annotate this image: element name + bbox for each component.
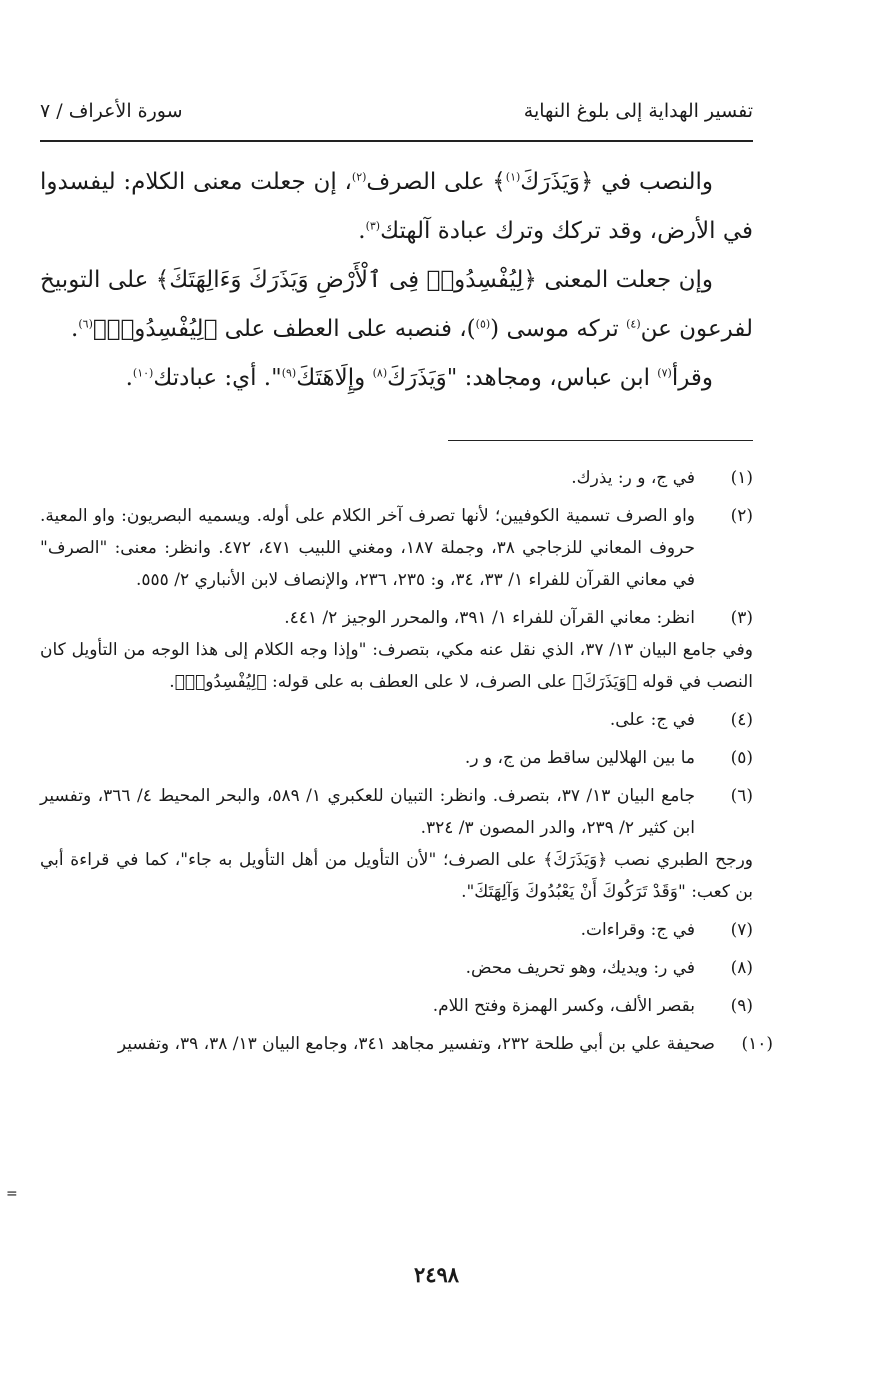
footnote-text: في ر: ويديك، وهو تحريف محض. — [465, 958, 695, 978]
footnote-ref: (٩) — [281, 366, 297, 380]
footnote-number: (١) — [730, 468, 753, 488]
footnote-number: (٨) — [730, 958, 753, 978]
footnote-3 — [40, 602, 753, 698]
footnote-6 — [40, 780, 753, 908]
footnote-continuation: وفي جامع البيان ١٣/ ٣٧، الذي نقل عنه مكي، بتصرف: "وإذا وجه الكلام إلى هذا الوجه من التأويل كان النصب في قوله ﴿وَيَذَرَكَ﴾ على الصرف، لا على العطف به على قوله: ﴿لِيُفْسِدُوا۟﴾. — [40, 640, 754, 692]
footnote-text: انظر: معاني القرآن للفراء ١/ ٣٩١، والمحرر الوجيز ٢/ ٤٤١. — [284, 608, 695, 628]
footnote-text: صحيفة علي بن أبي طلحة ٢٣٢، وتفسير مجاهد ٣٤١، وجامع البيان ١٣/ ٣٨، ٣٩، وتفسير — [117, 1034, 715, 1054]
footnote-7 — [40, 914, 753, 946]
footnote-text: بقصر الألف، وكسر الهمزة وفتح اللام. — [432, 996, 695, 1016]
footnote-continuation: ورجح الطبري نصب ﴿وَيَذَرَكَ﴾ على الصرف؛ "لأن التأويل من أهل التأويل به جاء"، كما في قراءة أبي بن كعب: "وَقَدْ تَرَكُوكَ أَنْ يَعْبُدُوكَ وَآلِهَتَكَ". — [40, 850, 753, 902]
footnote-1 — [40, 462, 753, 494]
footnote-5 — [40, 742, 753, 774]
footnote-ref: (٨) — [372, 366, 388, 380]
footnote-10 — [40, 1028, 773, 1060]
footnote-2 — [40, 500, 753, 596]
footnote-number: (١٠) — [741, 1034, 773, 1054]
header-rule — [40, 140, 753, 142]
book-title: تفسير الهداية إلى بلوغ النهاية — [523, 100, 753, 122]
continuation-mark: = — [6, 1186, 18, 1202]
footnote-text: في ج: وقراءات. — [580, 920, 695, 940]
footnote-text: ما بين الهلالين ساقط من ج، و ر. — [464, 748, 695, 768]
footnote-8 — [40, 952, 753, 984]
footnotes — [40, 462, 773, 1066]
footnote-ref: (٧) — [657, 366, 672, 380]
running-header — [40, 100, 753, 130]
footnote-text: في ج: على. — [609, 710, 695, 730]
footnote-4 — [40, 704, 753, 736]
footnote-ref: (١٠) — [132, 366, 154, 380]
footnote-number: (٤) — [730, 710, 753, 730]
footnote-number: (٦) — [730, 786, 753, 806]
footnote-ref: (٣) — [365, 219, 381, 233]
footnote-number: (٩) — [730, 996, 753, 1016]
footnote-separator — [448, 440, 753, 441]
footnote-text: في ج، و ر: يذرك. — [571, 468, 695, 488]
main-text — [40, 158, 753, 403]
footnote-number: (٧) — [730, 920, 753, 940]
paragraph-1: والنصب في ﴿وَيَذَرَكَ$^{(١)}$﴾ على الصرف$^{(٢)}$، إن جعلت معنى الكلام: ليفسدوا في الأرض، وقد تركك وترك عبادة آلهتك$^{(٣)}$. — [40, 169, 753, 244]
footnote-ref: (٢) — [351, 170, 367, 184]
footnote-number: (٥) — [730, 748, 753, 768]
footnote-9 — [40, 990, 753, 1022]
footnote-number: (٢) — [730, 506, 753, 526]
paragraph-3: وقرأ$^{(٧)}$ ابن عباس، ومجاهد: "وَيَذَرَكَ$^{(٨)}$ وإِلَاهَتَكَ$^{(٩)}$". أي: عبادتك$^{(١٠)}$. — [125, 365, 713, 391]
footnote-ref: (١) — [505, 170, 521, 184]
paragraph-2: وإن جعلت المعنى ﴿لِيُفْسِدُوا۟ فِى ٱلْأَرْضِ وَيَذَرَكَ وَءَالِهَتَكَ﴾ على التوبيخ لفرعون عن$^{(٤)}$ تركه موسى ($^{(٥)}$)، فنصبه على العطف على ﴿لِيُفْسِدُوا۟﴾$^{(٦)}$. — [40, 267, 753, 342]
footnote-number: (٣) — [730, 608, 753, 628]
page-number: ٢٤٩٨ — [413, 1262, 460, 1287]
surah-label: سورة الأعراف / ٧ — [40, 100, 183, 122]
footnote-ref: (٦) — [78, 317, 93, 331]
footnote-ref: (٥) — [475, 317, 491, 331]
footnote-text: جامع البيان ١٣/ ٣٧، بتصرف. وانظر: التبيان للعكبري ١/ ٥٨٩، والبحر المحيط ٤/ ٣٦٦، وتفسير ابن كثير ٢/ ٢٣٩، والدر المصون ٣/ ٣٢٤. — [40, 786, 695, 838]
footnote-ref: (٤) — [626, 317, 641, 331]
footnote-text: واو الصرف تسمية الكوفيين؛ لأنها تصرف آخر الكلام على أوله. ويسميه البصريون: واو المعية. حروف المعاني للزجاجي ٣٨، وجملة ١٨٧، ومغني اللبيب ٤٧١، ٤٧٢. وانظر: معنى: "الصرف" في معاني القرآن للفراء ١/ ٣٣، ٣٤، و: ٢٣٥، ٢٣٦، والإنصاف لابن الأنباري ٢/ ٥٥٥. — [40, 506, 696, 590]
